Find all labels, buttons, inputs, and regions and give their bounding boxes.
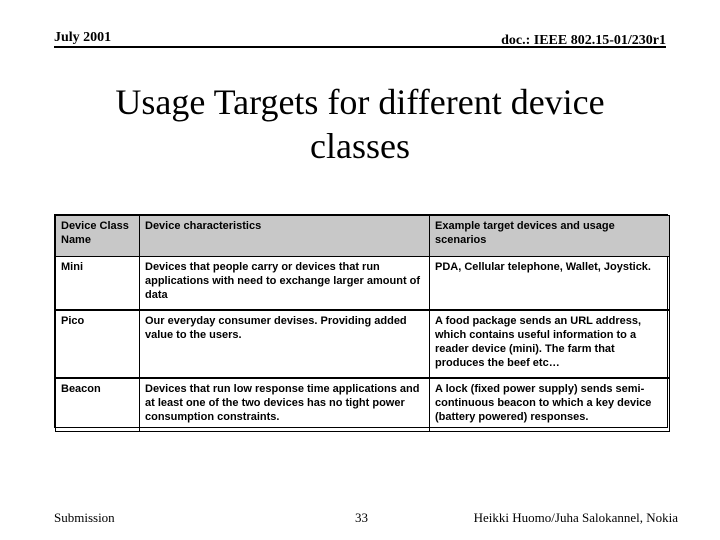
footer-submission: Submission [54,510,115,525]
slide-title-line-1: Usage Targets for different device [115,82,605,122]
column-header-characteristics: Device characteristics [140,216,430,257]
document-id: doc.: IEEE 802.15-01/230r1 [501,33,666,48]
cell-characteristics: Our everyday consumer devises. Providing added value to the users. [140,310,430,378]
slide-title [60,80,660,168]
cell-characteristics: Devices that run low response time applications and at least one of the two devices has no tight power consumption constraints. [140,378,430,432]
column-header-class-name: Device Class Name [56,216,140,257]
column-header-examples: Example target devices and usage scenarios [430,216,670,257]
cell-class-name: Mini [56,257,140,311]
cell-class-name: Pico [56,310,140,378]
slide-title-line-2: classes [310,126,410,166]
table-row [56,310,670,378]
cell-characteristics: Devices that people carry or devices that run applications with need to exchange larger amount of data [140,257,430,311]
cell-examples: PDA, Cellular telephone, Wallet, Joystick. [430,257,670,311]
header-date: July 2001 [54,30,112,45]
cell-examples: A food package sends an URL address, which contains useful information to a reader device (mini). The farm that produces the beef etc… [430,310,670,378]
cell-class-name: Beacon [56,378,140,432]
footer-author: Heikki Huomo/Juha Salokannel, Nokia [473,510,678,525]
device-class-table [54,214,668,428]
device-class-table-grid [55,215,670,432]
table-row [56,378,670,432]
header-divider [54,46,666,48]
table-row [56,257,670,311]
cell-examples: A lock (fixed power supply) sends semi-continuous beacon to which a key device (battery powered) responses. [430,378,670,432]
table-header-row [56,216,670,257]
page-number: 33 [355,510,368,525]
